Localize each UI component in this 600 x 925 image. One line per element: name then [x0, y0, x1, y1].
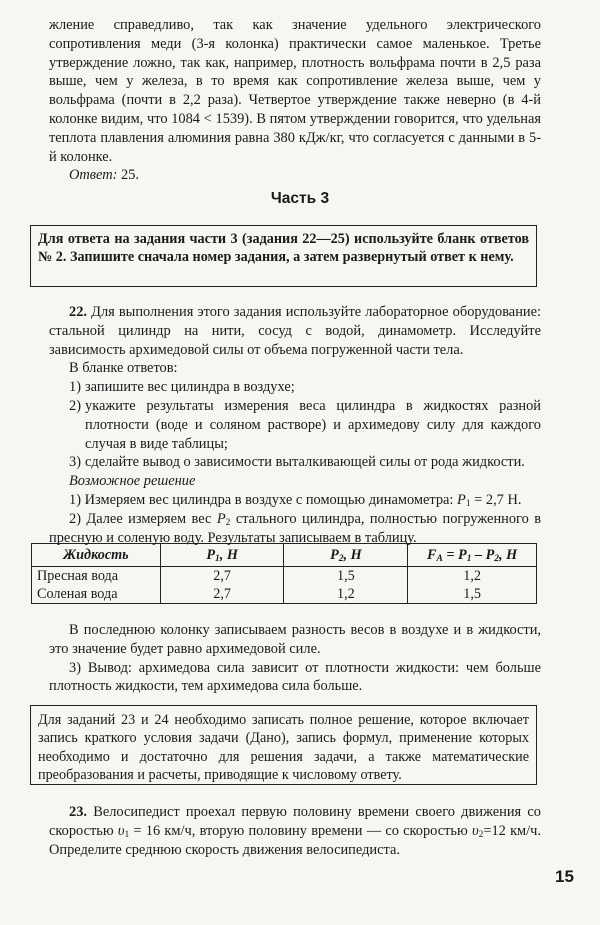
sol2-after: стального цилиндра, полностью погруженного в пресную и соленую воду. Результаты записываем в таблицу.: [49, 510, 542, 546]
instruction-box: [30, 225, 537, 287]
solution-label: Возможное решение: [69, 473, 196, 490]
instruction-text: Для ответа на задания части 3 (задания 22—25) используйте бланк ответов № 2. Запишите сначала номер задания, а затем развернутый ответ к нему.: [38, 231, 529, 266]
cell-liquid: Пресная вода: [32, 567, 161, 586]
h-fa-v1: P: [458, 547, 467, 563]
cell-fa: 1,2: [408, 567, 537, 586]
h-fa-sub: A: [436, 554, 443, 564]
sol1-text: 1) Измеряем вес цилиндра в воздухе с помощью динамометра:: [69, 491, 458, 508]
task22-intro-text: Для выполнения этого задания используйте лабораторное оборудование: стальной цилиндр на нити, сосуд с водой, динамометр. Исследуйте зависимость архимедовой силы от объема погруженной части тела.: [49, 304, 541, 358]
step-number: 2): [69, 397, 81, 414]
h-fa-v2: P: [485, 547, 495, 563]
h-fa-minus: –: [471, 547, 486, 563]
h-p2-unit: , Н: [343, 547, 362, 563]
h-fa-s1: 1: [466, 554, 472, 564]
h-p1-var: P: [206, 547, 216, 563]
answer-line: [49, 167, 139, 183]
task22-step: [49, 378, 541, 397]
results-table: [31, 543, 537, 604]
v1-var: υ: [117, 822, 125, 839]
h-fa-s2: 2: [494, 554, 500, 564]
v2-value: =12 км/ч. Определите среднюю скорость движения велосипедиста.: [49, 822, 542, 858]
step-text: сделайте вывод о зависимости выталкивающей силы от рода жидкости.: [85, 454, 525, 471]
cell-fa: 1,5: [408, 585, 537, 604]
previous-solution-text: [49, 16, 541, 185]
sol1-var: P: [457, 491, 466, 508]
part-title: Часть 3: [270, 190, 330, 207]
task22-intro: [49, 303, 541, 359]
note-text: Для заданий 23 и 24 необходимо записать полное решение, которое включает запись краткого условия задачи (Дано), запись формул, применение которых необходимо и достаточно для решения задачи, а также математические преобразования и расчеты, приводящие к числовому ответу.: [38, 712, 529, 784]
header-p1: [160, 544, 284, 567]
cell-p1: 2,7: [160, 567, 284, 586]
task23-number: 23.: [69, 804, 87, 820]
v2-sub: 2: [478, 829, 484, 840]
after-table-text: В последнюю колонку записываем разность весов в воздухе и в жидкости, это значение будет равно архимедовой силе.: [49, 622, 541, 657]
conclusion-text: 3) Вывод: архимедова сила зависит от плотности жидкости: чем больше плотность жидкости, тем архимедова сила больше.: [49, 659, 541, 695]
step-text: запишите вес цилиндра в воздухе;: [85, 379, 295, 396]
task22-blank-label: В бланке ответов:: [69, 360, 178, 377]
task22-step: [49, 453, 541, 472]
step-number: 1): [69, 379, 81, 396]
cell-p2: 1,5: [284, 567, 408, 586]
header-p2: [284, 544, 408, 567]
h-p2-sub: 2: [338, 554, 344, 564]
note-box: [30, 705, 537, 785]
sol2-var: P: [216, 510, 226, 527]
sol1-value: = 2,7 Н.: [470, 491, 522, 508]
h-p2-var: P: [330, 547, 339, 563]
sol2-sub: 2: [225, 517, 231, 528]
page-number: 15: [555, 867, 574, 886]
cell-p2: 1,2: [284, 585, 408, 604]
step-number: 3): [69, 454, 81, 471]
answer-value: 25.: [121, 167, 140, 184]
v1-sub: 1: [124, 829, 130, 840]
solution-step-2: [49, 510, 541, 548]
v1-value: = 16 км/ч, вторую половину времени — со скоростью: [129, 822, 472, 839]
h-fa-unit: , Н: [499, 547, 518, 563]
task22-conclusion-block: [49, 621, 541, 696]
h-p1-unit: , Н: [219, 547, 238, 563]
solution-step-1: [49, 491, 541, 510]
sol2-before: 2) Далее измеряем вес: [69, 510, 217, 527]
h-fa-eq: =: [442, 547, 459, 563]
task-22: [49, 303, 541, 547]
task23-text-1: Велосипедист проехал первую половину времени своего движения со скоростью: [49, 804, 541, 839]
table-header-row: [32, 544, 537, 567]
table-row: [32, 585, 537, 604]
task22-step: [49, 397, 541, 453]
v2-var: υ: [471, 822, 479, 839]
step-text: укажите результаты измерения веса цилиндра в жидкостях разной плотности (воде и соляном растворе) и архимедову силу для каждого случая в виде таблицы;: [85, 397, 541, 452]
table-row: [32, 567, 537, 586]
task22-number: 22.: [69, 304, 87, 320]
sol1-sub: 1: [465, 498, 471, 509]
h-fa-var: F: [427, 547, 437, 563]
task22-steps: [49, 378, 541, 472]
h-p1-sub: 1: [215, 554, 220, 564]
answer-label: Ответ:: [69, 167, 118, 184]
header-liquid: Жидкость: [32, 544, 161, 567]
cell-p1: 2,7: [160, 585, 284, 604]
cell-liquid: Соленая вода: [32, 585, 161, 604]
task-23: [49, 803, 541, 859]
previous-solution-paragraph: жление справедливо, так как значение удельного электрического сопротивления меди (3-я колонка) практически самое маленькое. Третье утверждение ложно, так как, например, плотность вольфрама почти в 2,5 раза выше, чем у железа, в то время как сопротивление железа выше, чем у вольфрама (почти в 2,2 раза). Четвертое утверждение также неверно (в 4-й колонке видим, что 1084 < 1539). В пятом утверждении говорится, что удельная теплота плавления алюминия равна 380 кДж/кг, что согласуется с данными в 5-й колонке.: [49, 17, 541, 165]
header-fa: [408, 544, 537, 567]
